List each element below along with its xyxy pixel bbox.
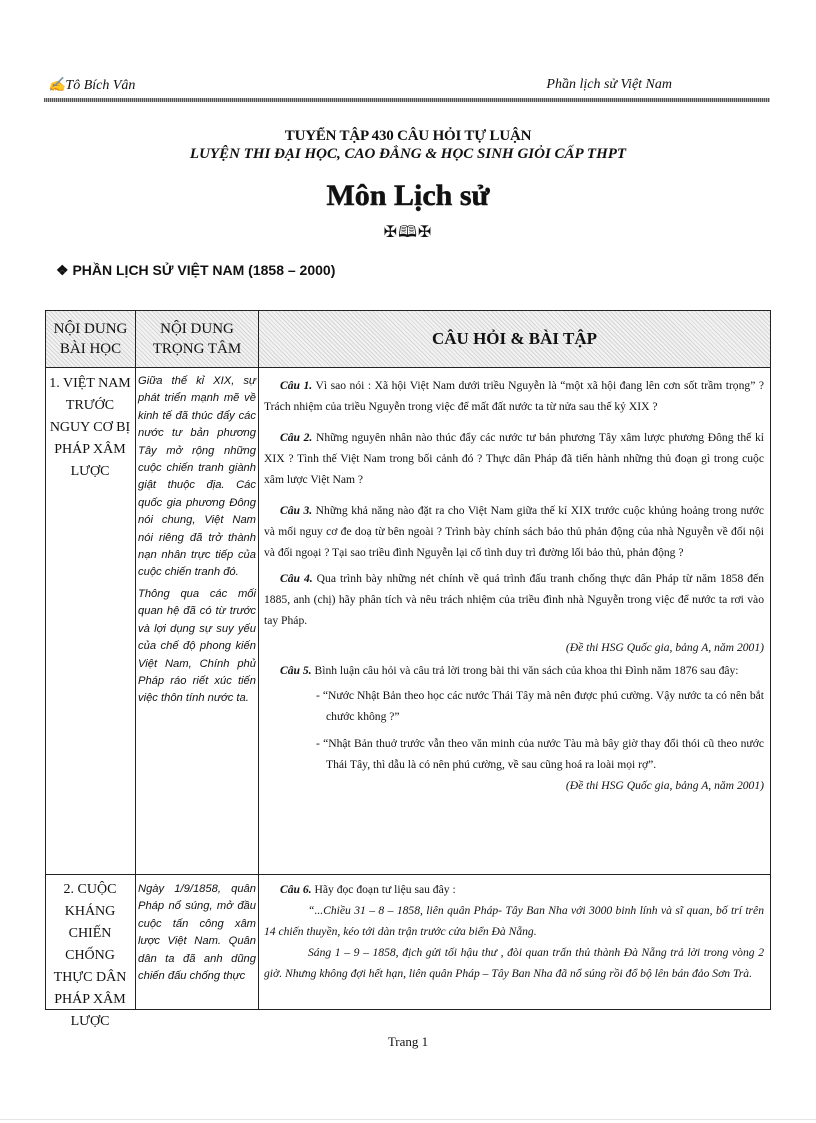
title-subject: Môn Lịch sử bbox=[326, 179, 490, 212]
question-4-source: (Đề thi HSG Quốc gia, bảng A, năm 2001) bbox=[565, 641, 764, 654]
question-4: Câu 4. Qua trình bày những nét chính về quá trình đấu tranh chống thực dân Pháp từ năm 1858 đến 1885, anh (chị) hãy phân tích và nêu trách nhiệm của triều đình nhà Nguyễn trong việc để nước ta rơi vào tay Pháp. bbox=[264, 572, 765, 627]
question-5-source: (Đề thi HSG Quốc gia, bảng A, năm 2001) bbox=[565, 779, 764, 792]
question-1: Câu 1. Vì sao nói : Xã hội Việt Nam dưới triều Nguyễn là “một xã hội đang lên cơn sốt trầm trọng” ? Trách nhiệm của triều Nguyễn trong việc để mất đất nước ta từ nửa sau thế kỷ XIX ? bbox=[264, 379, 764, 413]
title-line-2: LUYỆN THI ĐẠI HỌC, CAO ĐẲNG & HỌC SINH GIỎI CẤP THPT bbox=[189, 146, 627, 162]
header-focus: NỘI DUNG TRỌNG TÂM bbox=[152, 321, 242, 357]
header-author: ✍Tô Bích Vân bbox=[48, 78, 136, 93]
lesson-1-title: 1. VIỆT NAM TRƯỚC NGUY CƠ BỊ PHÁP XÂM LƯỢC bbox=[49, 376, 131, 479]
page-number: Trang 1 bbox=[387, 1034, 429, 1049]
header-questions: CÂU HỎI & BÀI TẬP bbox=[432, 329, 597, 348]
lesson-2-questions bbox=[264, 879, 764, 984]
question-5-bullet-2: - “Nhật Bản thuở trước vẫn theo văn minh của nước Tàu mà bây giờ thay đổi thói cũ theo nước Thái Tây, thì dẫu là có nên phú cường, về sau cũng hoá ra loài mọi rợ”. bbox=[316, 737, 764, 771]
header-rule bbox=[44, 98, 770, 102]
question-5: Câu 5. Bình luận câu hỏi và câu trả lời trong bài thi văn sách của khoa thi Đình năm 1876 sau đây: bbox=[280, 664, 739, 677]
lesson-1-questions bbox=[264, 375, 764, 796]
question-6-quote-2: Sáng 1 – 9 – 1858, địch gửi tối hậu thư , đòi quan trấn thủ thành Đà Nẵng trả lời trong vòng 2 giờ. Nhưng không đợi hết hạn, liên quân Pháp – Tây Ban Nha đã nổ súng rồi đổ bộ lên bán đảo Sơn Trà. bbox=[264, 946, 764, 980]
book-ornament-icon: ✠🕮✠ bbox=[383, 224, 433, 241]
question-6-quote-1: “...Chiều 31 – 8 – 1858, liên quân Pháp- Tây Ban Nha với 3000 binh lính và sĩ quan, bố trí trên 14 chiến thuyền, kéo tới dàn trận trước cửa biển Đà Nẵng. bbox=[264, 904, 764, 938]
lesson-2-focus: Ngày 1/9/1858, quân Pháp nổ súng, mở đầu cuộc tấn công xâm lược Việt Nam. Quân dân ta đã anh dũng chiến đấu chống thực bbox=[138, 883, 256, 983]
page-bottom-rule bbox=[0, 1119, 816, 1120]
question-3: Câu 3. Những khả năng nào đặt ra cho Việt Nam giữa thế kỉ XIX trước cuộc khủng hoảng trong nước và mối nguy cơ đe doạ từ bên ngoài ? Trình bày chính sách bảo thủ phản động của nhà Nguyễn về đối nội và đối ngoại ? Tại sao triều đình Nguyễn lại cố tình duy trì đường lối bảo thủ, phản động ? bbox=[264, 504, 764, 559]
header-subject: Phần lịch sử Việt Nam bbox=[546, 77, 672, 92]
lesson-1-focus: Giữa thế kỉ XIX, sự phát triển mạnh mẽ về kinh tế đã thúc đẩy các nước tư bản phương Tây mở rộng những cuộc chiến tranh giành giật thuộc địa. Các quốc gia phương Đông nói chung, Việt Nam nói riêng đã trở thành nạn nhân trực tiếp của cuộc chiến tranh đó. Thông qua các mối quan hệ đã có từ trước và lợi dụng sự suy yếu của chế độ phong kiến Việt Nam, Chính phủ Pháp ráo riết xúc tiến việc thôn tính nước ta. bbox=[138, 375, 256, 705]
header-lesson: NỘI DUNG BÀI HỌC bbox=[53, 321, 128, 357]
question-5-bullet-1: - “Nước Nhật Bản theo học các nước Thái Tây mà nên được phú cường. Vậy nước ta có nên bắt chước không ?” bbox=[316, 689, 764, 723]
question-6: Câu 6. Hãy đọc đoạn tư liệu sau đây : bbox=[280, 883, 456, 896]
questions-table bbox=[45, 310, 771, 1029]
title-line-1: TUYỂN TẬP 430 CÂU HỎI TỰ LUẬN bbox=[284, 128, 532, 144]
lesson-2-title: 2. CUỘC KHÁNG CHIẾN CHỐNG THỰC DÂN PHÁP XÂM LƯỢC bbox=[53, 882, 127, 1029]
section-title: ❖ PHẦN LỊCH SỬ VIỆT NAM (1858 – 2000) bbox=[56, 262, 336, 278]
question-2: Câu 2. Những nguyên nhân nào thúc đẩy các nước tư bản phương Tây xâm lược phương Đông thế kỉ XIX ? Tình thế Việt Nam trong bối cảnh đó ? Thực dân Pháp đã tiến hành những thủ đoạn gì trong cuộc xâm lược Việt Nam ? bbox=[264, 431, 764, 486]
